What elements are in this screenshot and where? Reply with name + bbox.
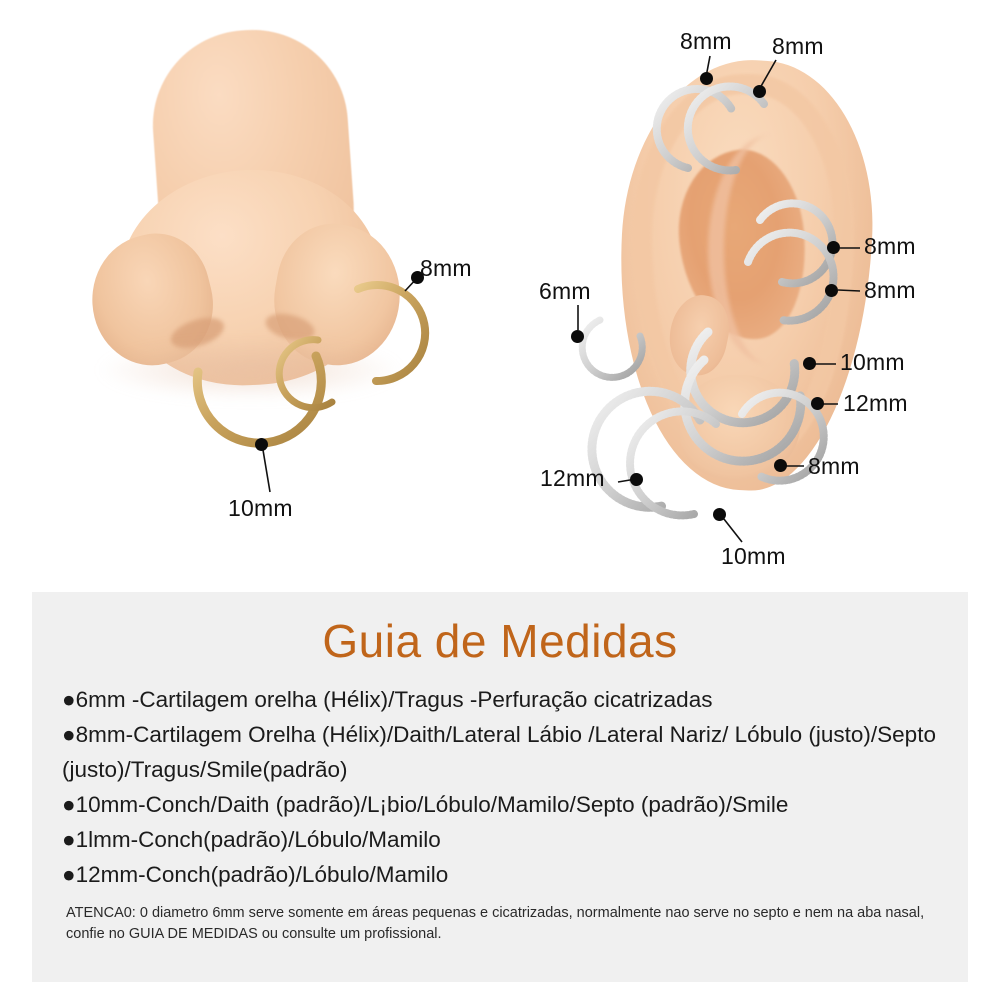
callout-ear-helix-top-right-8mm: 8mm <box>772 33 824 59</box>
nose-piercing-diagram <box>60 20 480 450</box>
callout-dot-ear-tragus-6mm <box>571 330 584 343</box>
size-guide-panel <box>32 592 968 982</box>
callout-dot-ear-conch-10mm <box>803 357 816 370</box>
callout-nose-8mm: 8mm <box>420 255 472 281</box>
guide-line-8mm: ●8mm-Cartilagem Orelha (Hélix)/Daith/Lateral Lábio /Lateral Nariz/ Lóbulo (justo)/Septo (justo)/Tragus/Smile(padrão) <box>62 722 936 783</box>
nose-shadow <box>100 340 400 400</box>
callout-dot-ear-lobe-12mm <box>630 473 643 486</box>
callout-dot-ear-helix-top-right-8mm <box>753 85 766 98</box>
callout-dot-nose-10mm <box>255 438 268 451</box>
page-title: Guia de Medidas <box>322 615 678 667</box>
guide-line-10mm: ●10mm-Conch/Daith (padrão)/L¡bio/Lóbulo/Mamilo/Septo (padrão)/Smile <box>62 792 789 818</box>
callout-ear-tragus-6mm: 6mm <box>539 278 591 304</box>
callout-ear-helix-low-8mm: 8mm <box>864 277 916 303</box>
callout-dot-ear-helix-mid-8mm <box>827 241 840 254</box>
callout-dot-ear-lobe-10mm <box>713 508 726 521</box>
callout-ear-lobe-10mm: 10mm <box>721 543 786 569</box>
callout-ear-conch-12mm: 12mm <box>843 390 908 416</box>
callout-ear-lobe-8mm: 8mm <box>808 453 860 479</box>
callout-dot-ear-helix-low-8mm <box>825 284 838 297</box>
callout-nose-10mm: 10mm <box>228 495 293 521</box>
callout-dot-ear-lobe-8mm <box>774 459 787 472</box>
guide-line-list <box>32 682 968 893</box>
guide-line-11mm: ●1lmm-Conch(padrão)/Lóbulo/Mamilo <box>62 827 441 853</box>
callout-dot-ear-helix-top-left-8mm <box>700 72 713 85</box>
callout-ear-conch-10mm: 10mm <box>840 349 905 375</box>
callout-dot-ear-conch-12mm <box>811 397 824 410</box>
guide-line-12mm: ●12mm-Conch(padrão)/Lóbulo/Mamilo <box>62 862 449 888</box>
callout-ear-helix-mid-8mm: 8mm <box>864 233 916 259</box>
guide-note: ATENCA0: 0 diametro 6mm serve somente em áreas pequenas e cicatrizadas, normalmente nao serve no septo e nem na aba nasal, confie no GUIA DE MEDIDAS ou consulte um profissional. <box>66 904 925 943</box>
callout-ear-helix-top-left-8mm: 8mm <box>680 28 732 54</box>
callout-ear-lobe-12mm: 12mm <box>540 465 605 491</box>
guide-line-6mm: ●6mm -Cartilagem orelha (Hélix)/Tragus -Perfuração cicatrizadas <box>62 687 713 712</box>
